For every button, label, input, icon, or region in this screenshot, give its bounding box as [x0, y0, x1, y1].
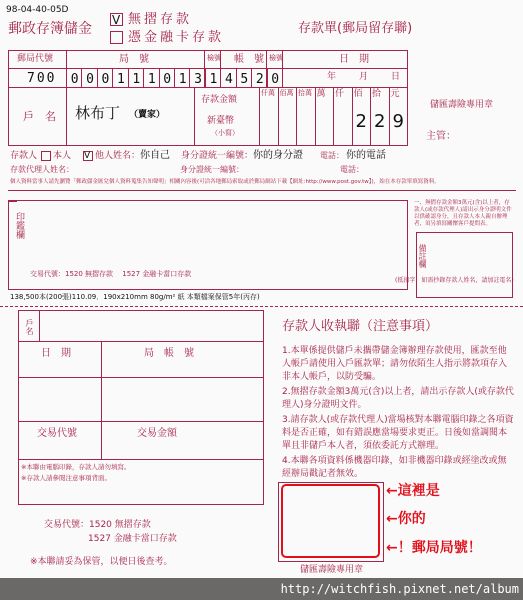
- receipt-codes-2: 1527 金融卡當口存款: [88, 534, 177, 544]
- amount-unit-cell: [352, 87, 371, 145]
- notice-items: [282, 345, 514, 483]
- account-digit-cell: [251, 69, 266, 87]
- amount-unit-label: 拾萬: [298, 89, 312, 97]
- currency-label: 新臺幣: [207, 116, 235, 126]
- amount-unit-cell: [259, 87, 278, 145]
- depositor-proxy-checkbox[interactable]: [83, 151, 93, 161]
- depositor-self-label: 本人: [53, 151, 72, 161]
- receipt-note-1: ※本聯由電腦印錄，存款人請勿填寫。: [21, 463, 131, 471]
- payee-name: 林布丁: [75, 104, 121, 122]
- receipt-table: [18, 310, 264, 505]
- account-digit: 0: [271, 72, 280, 87]
- slip-title: 存款單(郵局留存聯): [298, 21, 413, 36]
- agent-label: 存款代理人姓名：: [10, 165, 74, 174]
- id-label: 身分證統一編號：: [181, 151, 254, 161]
- header-office-no: 局 號: [119, 54, 149, 65]
- depositor-self-checkbox[interactable]: [41, 151, 51, 161]
- option-card-checkbox[interactable]: [110, 31, 123, 44]
- header-branch-code: 郵局代號: [17, 54, 54, 64]
- amount-unit-label: 佰: [353, 89, 363, 99]
- watermark-bar: [0, 578, 523, 600]
- notice-item: 3.請存款人(或存款代理人)當場核對本聯電腦印錄之各項資料是否正確，如有錯誤應當場要求更正。日後如當調閱本單且非儲戶本人者，須依委託方式辦理。: [282, 415, 514, 452]
- proxy-name-label: 他人姓名：: [95, 151, 141, 161]
- annotation-2: ←你的: [386, 511, 426, 527]
- receipt-codes-1: 交易代號：1520 無摺存款: [44, 520, 151, 530]
- annotation-3: ←！郵局局號！: [386, 540, 482, 556]
- proxy-check-mark: V: [84, 151, 91, 161]
- option-card-label: 憑金融卡存款: [128, 30, 225, 45]
- annotation-1: ←這裡是: [386, 483, 440, 499]
- notice-right: 一、無摺存款金額3萬元(含)以上者，存款人(或存款代理人)請出示身分證明文件以供確認身分，且存款人本人親自辦理者，須另填寫關懷客戶提問表。: [414, 200, 512, 228]
- amount-unit-label: 萬: [316, 89, 326, 99]
- receipt-date-label: 日 期: [41, 348, 71, 359]
- account-digit: 1: [116, 72, 125, 87]
- header-check2: 檢號: [269, 54, 283, 62]
- reserved-note: (抵扣字，如需抄錄存款人姓名，請加註電名): [395, 277, 514, 284]
- amount-unit-cell: [370, 87, 389, 145]
- header-check1: 檢號: [207, 54, 221, 62]
- account-digit-cell: [143, 69, 158, 87]
- date-month: 月: [359, 72, 369, 82]
- account-digit-cell: [267, 69, 282, 87]
- account-digit-cell: [112, 69, 127, 87]
- account-digit-cell: [159, 69, 174, 87]
- deposit-form-box: [8, 50, 408, 146]
- payee-label: 戶 名: [23, 110, 56, 123]
- account-digit: 1: [132, 72, 141, 87]
- receipt-title: 存款人收執聯（注意事項）: [282, 319, 439, 334]
- account-digit: 0: [163, 72, 172, 87]
- tx-code-line: 交易代號：1520 無摺存款 1527 金融卡當口存款: [30, 270, 192, 278]
- account-digit: 1: [209, 72, 218, 87]
- account-digit-cell: [128, 69, 143, 87]
- account-digit-cell: [66, 69, 81, 87]
- account-digit: 2: [255, 72, 264, 87]
- amount-digit: 2: [374, 111, 386, 132]
- account-digit: 1: [178, 72, 187, 87]
- account-digit-cell: [205, 69, 220, 87]
- id-value: 你的身分證: [253, 150, 303, 161]
- depositor-label: 存款人: [10, 151, 38, 161]
- account-digit-cell: [236, 69, 251, 87]
- amount-digit: 9: [392, 111, 404, 132]
- date-year: 年: [327, 72, 337, 82]
- receipt-keep-note: ※本聯請妥為保管，以便日後查考。: [30, 557, 173, 567]
- account-digit: 4: [224, 72, 233, 87]
- header-account-no: 帳 號: [234, 54, 264, 65]
- brand-title: 郵政存簿儲金: [8, 21, 92, 37]
- amount-digit: 2: [355, 111, 367, 132]
- amount-label: 存款金額: [201, 95, 238, 105]
- receipt-stamp-label: 儲匯壽險專用章: [300, 565, 364, 575]
- receipt-payee-label: 戶名: [25, 319, 34, 335]
- memo-label: 備註欄: [418, 244, 427, 268]
- lowercase-note: （小寫）: [211, 129, 239, 137]
- supervisor-label: 主管：: [426, 131, 456, 142]
- amount-unit-label: 仟: [335, 89, 345, 99]
- account-digit: 0: [70, 72, 79, 87]
- form-code: 98-04-40-05D: [6, 5, 69, 15]
- amount-unit-cell: [296, 87, 315, 145]
- payee-seller-note: （賣家）: [129, 110, 166, 120]
- notice-item: 1.本單係提供儲戶未攜帶儲金簿辦理存款使用，匯款至他人帳戶請使用入戶匯款單；請勿依陌生人指示將款項存入非本人帳戶，以防受騙。: [282, 346, 508, 383]
- phone-label: 電話：: [320, 151, 344, 160]
- account-digit: 1: [147, 72, 156, 87]
- account-digits: [66, 69, 282, 87]
- account-digit: 0: [101, 72, 110, 87]
- account-digit: 0: [86, 72, 94, 87]
- notice-item: 4.本聯各項資料係機器印錄，如非機器印錄或經塗改或無經辦局戳記者無效。: [282, 456, 507, 480]
- watermark-text: http://witchfish.pixnet.net/album: [280, 582, 519, 596]
- option-cash-checkbox[interactable]: [110, 13, 123, 26]
- seal-label: 印鑑欄: [14, 212, 24, 239]
- receipt-tx-code-label: 交易代號: [37, 428, 77, 439]
- memo-box: [416, 232, 513, 298]
- amount-unit-cell: [315, 87, 334, 145]
- account-digit-cell: [220, 69, 235, 87]
- account-digit: 5: [240, 72, 249, 87]
- stamp-label-top: 儲匯壽險專用章: [430, 100, 494, 110]
- account-digit-cell: [81, 69, 96, 87]
- notice-item: 2.無摺存款金額3萬元(含)以上者，請出示存款人(或存款代理人)身分證明文件。: [282, 387, 514, 411]
- receipt-office-account-label: 局 帳 號: [144, 348, 194, 359]
- stock-line: 138,500本(200張)110.09．190x210mm 80g/m² 紙 本類檔案保管5年(丙存): [10, 293, 260, 301]
- amount-unit-cell: [389, 87, 408, 145]
- phone-value: 你的電話: [346, 150, 386, 161]
- agent-phone-label: 電話：: [340, 165, 364, 174]
- receipt-tx-amount-label: 交易金額: [137, 428, 177, 439]
- amount-unit-label: 拾: [372, 89, 382, 99]
- account-digit-cell: [189, 69, 204, 87]
- proxy-name-value: 你自己: [140, 150, 170, 161]
- privacy-note: 個人資料當事人請先瀏覽「郵政儲金匯兌個人資料蒐集告知聲明」相關內容後(可洽各地郵局索取或於郵局網站下載【網址:http://www.post.gov.tw】)，始在本存款單填寫資料。: [10, 179, 440, 185]
- amount-unit-label: 元: [390, 89, 400, 99]
- amount-unit-cell: [278, 87, 297, 145]
- option-cash-label: 無摺存款: [128, 12, 193, 27]
- check-mark: V: [112, 13, 121, 27]
- amount-unit-label: 佰萬: [279, 89, 294, 97]
- branch-code-value: 700: [27, 71, 57, 86]
- account-digit-cell: [174, 69, 189, 87]
- header-date: 日 期: [339, 54, 369, 65]
- date-day: 日: [391, 72, 401, 82]
- agent-id-label: 身分證統一編號：: [180, 165, 244, 174]
- receipt-note-2: ※存款人請參閱注意事項背面。: [21, 474, 111, 482]
- annotation-box: [281, 484, 380, 558]
- amount-unit-cell: [333, 87, 352, 145]
- amount-units: [259, 87, 407, 145]
- account-digit: 3: [194, 72, 202, 87]
- amount-unit-label: 仟萬: [261, 89, 275, 97]
- account-digit-cell: [97, 69, 112, 87]
